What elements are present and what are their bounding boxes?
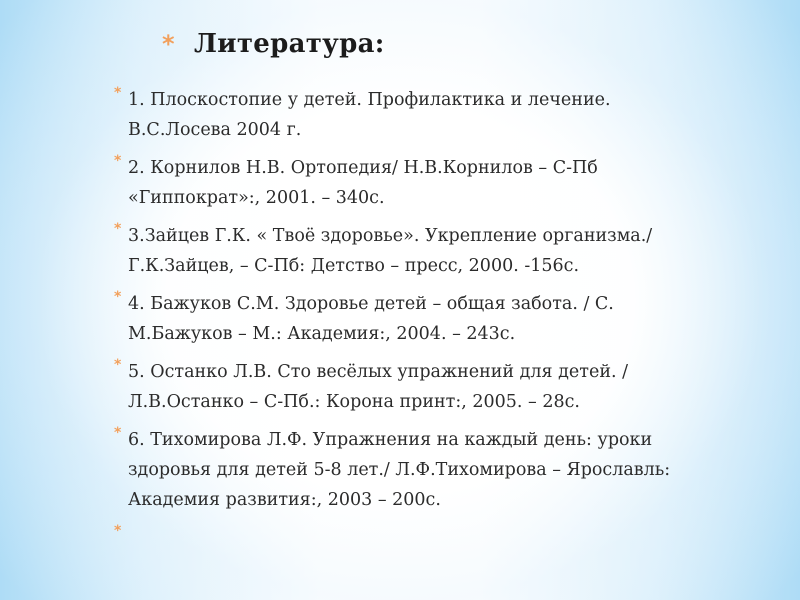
bullet-star-icon: * [114,85,122,101]
slide-title-row [162,22,385,66]
bibliography-item-empty [114,523,678,553]
bibliography-item-4 [114,289,678,349]
bibliography-item-1 [114,85,678,145]
bullet-star-icon: * [114,523,122,539]
bullet-star-icon: * [114,425,122,441]
bullet-star-icon: * [114,357,122,373]
bullet-star-icon: * [114,221,122,237]
bibliography-item-2 [114,153,678,213]
bibliography-item-text: 1. Плоскостопие у детей. Профилактика и лечение. В.С.Лосева 2004 г. [128,90,611,140]
bibliography-item-text: 6. Тихомирова Л.Ф. Упражнения на каждый день: уроки здоровья для детей 5-8 лет./ Л.Ф.Тихомирова – Ярославль: Академия развития:, 2003 – 200с. [128,430,671,510]
bullet-star-icon: * [114,153,122,169]
bibliography-item-text: 5. Останко Л.В. Сто весёлых упражнений для детей. / Л.В.Останко – С-Пб.: Корона принт:, 2005. – 28с. [128,362,629,412]
slide-title: Литература: [194,29,385,59]
bibliography-item-3 [114,221,678,281]
bibliography-item-text: 2. Корнилов Н.В. Ортопедия/ Н.В.Корнилов – С-Пб «Гиппократ»:, 2001. – 340с. [128,158,598,208]
bibliography-item-6 [114,425,678,515]
bibliography-item-5 [114,357,678,417]
bibliography-item-text: 3.Зайцев Г.К. « Твоё здоровье». Укрепление организма./ Г.К.Зайцев, – С-Пб: Детство – пресс, 2000. -156с. [128,226,653,276]
bibliography-list [114,85,678,561]
bibliography-item-text: 4. Бажуков С.М. Здоровье детей – общая забота. / С. М.Бажуков – М.: Академия:, 2004. – 243с. [128,294,614,344]
title-bullet-star-icon: * [162,30,175,58]
bullet-star-icon: * [114,289,122,305]
